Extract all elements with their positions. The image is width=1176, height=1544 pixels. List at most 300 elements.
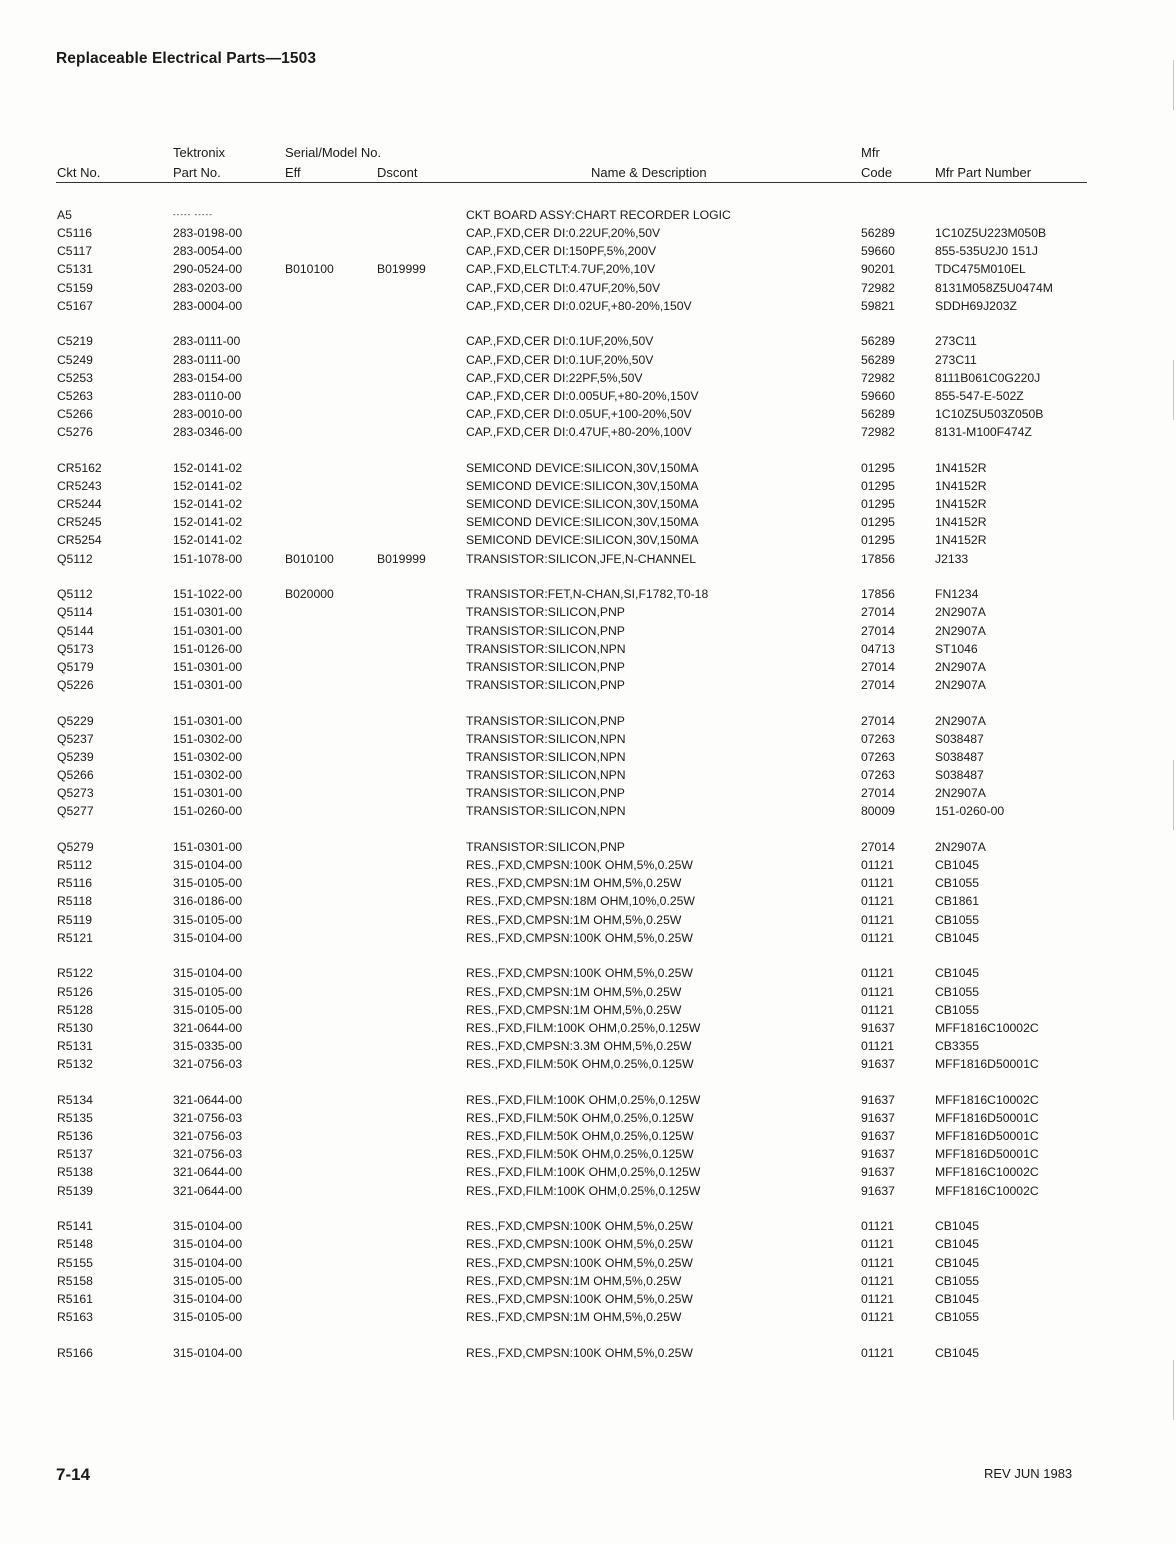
part-no: 152-0141-02 [173,533,243,548]
table-row [0,297,1176,315]
margin-mark [1173,360,1174,420]
part-no: 283-0054-00 [173,244,243,259]
table-row [0,585,1176,603]
table-row [0,838,1176,856]
ckt-no: Q5266 [57,768,94,783]
description: CAP.,FXD,CER DI:150PF,5%,200V [466,244,657,259]
ckt-no: R5134 [57,1092,93,1107]
mfr-part-number: 2N2907A [935,623,986,638]
header-mfr-part-number: Mfr Part Number [935,165,1032,180]
mfr-part-number: J2133 [935,551,969,566]
mfr-code: 01121 [861,1273,894,1288]
ckt-no: C5167 [57,298,93,313]
part-no: 151-1078-00 [173,551,243,566]
part-no: 152-0141-02 [173,515,243,530]
mfr-code: 27014 [861,659,895,674]
table-row [0,1001,1176,1019]
ckt-no: R5122 [57,966,93,981]
ckt-no: R5132 [57,1057,93,1072]
ckt-no: CR5243 [57,478,102,493]
description: RES.,FXD,FILM:100K OHM,0.25%,0.125W [466,1165,701,1180]
table-row [0,369,1176,387]
mfr-code: 91637 [861,1020,895,1035]
ckt-no: C5276 [57,425,93,440]
mfr-code: 59821 [861,298,895,313]
header-ckt-no: Ckt No. [57,165,101,180]
part-no: 283-0198-00 [173,226,243,241]
table-row [0,1272,1176,1290]
ckt-no: R5161 [57,1291,93,1306]
table-row [0,1254,1176,1272]
ckt-no: CR5254 [57,533,102,548]
mfr-part-number: MFF1816C10002C [935,1092,1039,1107]
table-row [0,1145,1176,1163]
mfr-code: 07263 [861,749,895,764]
mfr-code: 17856 [861,551,895,566]
description: RES.,FXD,CMPSN:1M OHM,5%,0.25W [466,1002,682,1017]
ckt-no: A5 [57,208,72,222]
table-row [0,911,1176,929]
mfr-code: 01295 [861,478,895,493]
description: RES.,FXD,CMPSN:1M OHM,5%,0.25W [466,1309,682,1324]
table-row [0,351,1176,369]
mfr-code: 01295 [861,533,895,548]
part-no: 321-0756-03 [173,1147,243,1162]
part-no: 321-0644-00 [173,1183,243,1198]
mfr-code: 91637 [861,1165,895,1180]
mfr-code: 72982 [861,425,895,440]
table-row [0,279,1176,297]
mfr-part-number: 151-0260-00 [935,804,1005,819]
mfr-code: 01121 [861,876,894,891]
ckt-no: R5166 [57,1345,93,1360]
description: RES.,FXD,FILM:50K OHM,0.25%,0.125W [466,1057,694,1072]
ckt-no: C5219 [57,334,93,349]
part-no: 315-0104-00 [173,1255,243,1270]
description: RES.,FXD,FILM:100K OHM,0.25%,0.125W [466,1020,701,1035]
table-row [0,332,1176,350]
mfr-part-number: CB1055 [935,984,980,999]
mfr-code: 72982 [861,370,895,385]
mfr-code: 01121 [861,984,894,999]
mfr-code: 01121 [861,930,894,945]
description: RES.,FXD,CMPSN:1M OHM,5%,0.25W [466,984,682,999]
table-row [0,640,1176,658]
table-row [0,658,1176,676]
mfr-part-number: CB1055 [935,876,980,891]
part-no: 283-0346-00 [173,425,243,440]
description: RES.,FXD,CMPSN:18M OHM,10%,0.25W [466,894,695,909]
mfr-part-number: 2N2907A [935,659,986,674]
part-no: 315-0105-00 [173,1273,243,1288]
header-name-description: Name & Description [591,165,707,180]
description: SEMICOND DEVICE:SILICON,30V,150MA [466,533,699,548]
description: TRANSISTOR:SILICON,PNP [466,840,625,854]
part-no: 315-0104-00 [173,966,243,981]
ckt-no: Q5179 [57,659,94,674]
part-no: 151-0302-00 [173,749,243,764]
header-eff: Eff [285,165,301,180]
header-dscont: Dscont [377,165,418,180]
mfr-code: 01121 [861,1039,894,1053]
part-no: 283-0111-00 [173,352,241,367]
part-no: 315-0104-00 [173,858,243,873]
description: CAP.,FXD,CER DI:0.005UF,+80-20%,150V [466,388,699,403]
table-row [0,1109,1176,1127]
part-no: 151-0301-00 [173,605,243,620]
mfr-part-number: 2N2907A [935,677,986,692]
mfr-part-number: CB1861 [935,894,980,909]
description: CAP.,FXD,CER DI:0.02UF,+80-20%,150V [466,298,692,313]
part-no: 315-0105-00 [173,912,243,927]
mfr-part-number: 1N4152R [935,515,987,530]
ckt-no: R5137 [57,1147,93,1162]
description: RES.,FXD,CMPSN:1M OHM,5%,0.25W [466,876,682,891]
description: TRANSISTOR:SILICON,PNP [466,713,625,728]
mfr-code: 91637 [861,1183,895,1198]
mfr-code: 27014 [861,605,895,620]
ckt-no: C5131 [57,262,93,277]
mfr-part-number: S038487 [935,768,984,783]
table-row [0,477,1176,495]
ckt-no: R5119 [57,912,93,927]
page-title: Replaceable Electrical Parts—1503 [56,50,317,67]
mfr-code: 91637 [861,1129,895,1144]
description: RES.,FXD,CMPSN:100K OHM,5%,0.25W [466,1237,693,1252]
mfr-code: 01121 [861,1237,894,1252]
ckt-no: R5139 [57,1183,93,1198]
serial-eff: B010100 [285,262,334,277]
ckt-no: Q5273 [57,786,94,801]
table-row [0,550,1176,568]
mfr-part-number: 8131-M100F474Z [935,425,1032,440]
description: RES.,FXD,CMPSN:100K OHM,5%,0.25W [466,858,693,873]
ckt-no: Q5237 [57,731,94,746]
ckt-no: C5249 [57,352,93,367]
part-no: 152-0141-02 [173,497,243,512]
mfr-code: 59660 [861,244,895,259]
ckt-no: Q5226 [57,677,94,692]
mfr-part-number: 1C10Z5U503Z050B [935,407,1044,421]
serial-dscont: B019999 [377,551,426,566]
mfr-part-number: CB1055 [935,1002,980,1017]
mfr-code: 27014 [861,786,895,801]
ckt-no: R5112 [57,858,93,873]
header-part-no: Part No. [173,165,221,180]
mfr-code: 01121 [861,1219,894,1234]
header-rule [56,182,1087,183]
table-row [0,676,1176,694]
description: TRANSISTOR:SILICON,NPN [466,641,626,656]
mfr-part-number: CB1045 [935,1255,980,1270]
part-no: 151-0302-00 [173,731,243,746]
part-no: 151-1022-00 [173,587,243,602]
mfr-part-number: S038487 [935,749,984,764]
description: TRANSISTOR:SILICON,PNP [466,605,625,620]
ckt-no: R5135 [57,1110,93,1125]
ckt-no: CR5162 [57,460,102,475]
table-row [0,784,1176,802]
mfr-part-number: CB1045 [935,966,980,981]
table-row [0,1127,1176,1145]
mfr-part-number: MFF1816C10002C [935,1165,1039,1180]
description: RES.,FXD,CMPSN:1M OHM,5%,0.25W [466,912,682,927]
part-no: 152-0141-02 [173,478,243,493]
ckt-no: C5159 [57,280,93,295]
description: RES.,FXD,CMPSN:100K OHM,5%,0.25W [466,930,693,945]
part-no: 283-0004-00 [173,298,243,313]
part-no: 321-0756-03 [173,1110,243,1125]
description: RES.,FXD,FILM:50K OHM,0.25%,0.125W [466,1147,694,1162]
ckt-no: Q5112 [57,551,93,566]
mfr-code: 01121 [861,1291,894,1306]
table-row [0,1019,1176,1037]
part-no: 151-0301-00 [173,713,243,728]
part-no: 315-0104-00 [173,1219,243,1234]
part-no: 151-0302-00 [173,768,243,783]
mfr-part-number: MFF1816C10002C [935,1183,1039,1198]
serial-eff: B010100 [285,551,334,566]
table-row [0,802,1176,820]
serial-eff: B020000 [285,587,334,602]
description: TRANSISTOR:SILICON,PNP [466,659,625,674]
ckt-no: R5141 [57,1219,93,1234]
mfr-code: 01121 [861,1345,894,1360]
mfr-code: 56289 [861,352,895,367]
description: CAP.,FXD,CER DI:22PF,5%,50V [466,370,643,385]
mfr-part-number: 1N4152R [935,478,987,493]
mfr-part-number: CB1045 [935,1291,980,1306]
part-no: 321-0756-03 [173,1129,243,1144]
description: RES.,FXD,FILM:100K OHM,0.25%,0.125W [466,1092,701,1107]
margin-mark [1173,1360,1174,1420]
description: RES.,FXD,CMPSN:100K OHM,5%,0.25W [466,1219,693,1234]
part-no: 283-0010-00 [173,407,243,421]
description: CAP.,FXD,CER DI:0.47UF,+80-20%,100V [466,425,692,440]
ckt-no: C5253 [57,370,93,385]
part-no: 315-0104-00 [173,1345,243,1360]
ckt-no: R5158 [57,1273,93,1288]
mfr-code: 17856 [861,587,895,602]
table-row [0,387,1176,405]
mfr-code: 01295 [861,497,895,512]
table-row [0,1163,1176,1181]
description: CAP.,FXD,CER DI:0.1UF,20%,50V [466,334,654,349]
mfr-part-number: 855-547-E-502Z [935,388,1024,403]
table-row [0,603,1176,621]
description: RES.,FXD,CMPSN:1M OHM,5%,0.25W [466,1273,682,1288]
table-row [0,983,1176,1001]
table-row [0,260,1176,278]
header-mfr: Mfr [861,145,880,160]
table-row [0,1217,1176,1235]
description: TRANSISTOR:SILICON,PNP [466,623,625,638]
mfr-code: 91637 [861,1110,895,1125]
mfr-code: 01295 [861,515,895,530]
mfr-code: 59660 [861,388,895,403]
part-no: 152-0141-02 [173,460,243,475]
table-row [0,712,1176,730]
ckt-no: C5117 [57,244,93,259]
ckt-no: CR5244 [57,497,102,512]
mfr-part-number: 2N2907A [935,786,986,801]
mfr-part-number: S038487 [935,731,984,746]
description: TRANSISTOR:SILICON,NPN [466,804,626,819]
mfr-part-number: FN1234 [935,587,979,602]
ckt-no: C5116 [57,226,93,241]
mfr-code: 01121 [861,912,894,927]
description: RES.,FXD,CMPSN:100K OHM,5%,0.25W [466,966,693,981]
mfr-part-number: 8131M058Z5U0474M [935,280,1053,295]
mfr-part-number: MFF1816D50001C [935,1057,1039,1072]
table-row [0,730,1176,748]
table-row [0,206,1176,224]
part-no: 315-0105-00 [173,1002,243,1017]
description: CAP.,FXD,CER DI:0.1UF,20%,50V [466,352,654,367]
description: RES.,FXD,CMPSN:100K OHM,5%,0.25W [466,1255,693,1270]
mfr-code: 04713 [861,641,895,656]
ckt-no: R5155 [57,1255,93,1270]
ckt-no: C5266 [57,407,93,421]
mfr-part-number: 8111B061C0G220J [935,370,1041,385]
mfr-part-number: 1N4152R [935,497,987,512]
part-no: 283-0111-00 [173,334,241,349]
table-row [0,622,1176,640]
mfr-part-number: TDC475M010EL [935,262,1026,277]
part-no: 315-0104-00 [173,930,243,945]
mfr-code: 91637 [861,1092,895,1107]
part-no: 151-0301-00 [173,677,243,692]
table-row [0,1344,1176,1362]
mfr-part-number: CB1045 [935,858,980,873]
mfr-code: 27014 [861,623,895,638]
table-row [0,964,1176,982]
ckt-no: R5121 [57,930,93,945]
mfr-part-number: CB1055 [935,1309,980,1324]
ckt-no: Q5114 [57,605,93,620]
mfr-part-number: CB3355 [935,1039,980,1053]
ckt-no: Q5229 [57,713,94,728]
description: CAP.,FXD,CER DI:0.05UF,+100-20%,50V [466,407,692,421]
mfr-part-number: CB1045 [935,1237,980,1252]
part-no: 151-0301-00 [173,623,243,638]
ckt-no: Q5239 [57,749,94,764]
mfr-code: 27014 [861,713,895,728]
mfr-code: 56289 [861,334,895,349]
ckt-no: R5118 [57,894,93,909]
part-no: 315-0105-00 [173,876,243,891]
mfr-code: 72982 [861,280,895,295]
mfr-code: 91637 [861,1057,895,1072]
header-serial-model: Serial/Model No. [285,145,382,160]
ckt-no: Q5277 [57,804,94,819]
mfr-code: 01121 [861,894,894,909]
mfr-part-number: 2N2907A [935,713,986,728]
part-no: 315-0335-00 [173,1039,243,1053]
part-no: 315-0105-00 [173,1309,243,1324]
description: SEMICOND DEVICE:SILICON,30V,150MA [466,497,699,512]
table-row [0,929,1176,947]
description: SEMICOND DEVICE:SILICON,30V,150MA [466,515,699,530]
part-no: 283-0110-00 [173,388,242,403]
part-no: 151-0301-00 [173,659,243,674]
mfr-part-number: CB1045 [935,930,980,945]
part-no: 315-0104-00 [173,1237,243,1252]
table-row [0,766,1176,784]
part-no: ----- ----- [173,210,213,219]
table-row [0,224,1176,242]
revision-date: REV JUN 1983 [984,1466,1073,1481]
table-row [0,1055,1176,1073]
mfr-part-number: CB1045 [935,1219,980,1234]
mfr-code: 07263 [861,768,895,783]
mfr-code: 27014 [861,840,895,854]
header-tektronix: Tektronix [173,145,226,160]
table-row [0,513,1176,531]
table-row [0,1091,1176,1109]
description: RES.,FXD,CMPSN:100K OHM,5%,0.25W [466,1345,693,1360]
mfr-code: 27014 [861,677,895,692]
mfr-part-number: 2N2907A [935,605,986,620]
part-no: 321-0644-00 [173,1020,243,1035]
ckt-no: R5163 [57,1309,93,1324]
ckt-no: C5263 [57,388,93,403]
page-number: 7-14 [56,1465,91,1484]
table-row [0,892,1176,910]
ckt-no: CR5245 [57,515,102,530]
description: SEMICOND DEVICE:SILICON,30V,150MA [466,478,699,493]
mfr-part-number: 1C10Z5U223M050B [935,226,1047,241]
table-row [0,405,1176,423]
description: TRANSISTOR:SILICON,JFE,N-CHANNEL [466,551,697,566]
mfr-part-number: 855-535U2J0 151J [935,244,1038,259]
description: RES.,FXD,CMPSN:3.3M OHM,5%,0.25W [466,1039,692,1053]
mfr-code: 01295 [861,460,895,475]
ckt-no: R5138 [57,1165,93,1180]
table-row [0,459,1176,477]
ckt-no: R5148 [57,1237,93,1252]
part-no: 315-0105-00 [173,984,243,999]
mfr-part-number: MFF1816D50001C [935,1129,1039,1144]
mfr-part-number: 1N4152R [935,533,987,548]
description: TRANSISTOR:SILICON,NPN [466,768,626,783]
mfr-part-number: 2N2907A [935,840,986,854]
description: CAP.,FXD,ELCTLT:4.7UF,20%,10V [466,262,656,277]
ckt-no: R5130 [57,1020,93,1035]
mfr-part-number: CB1055 [935,1273,980,1288]
part-no: 321-0644-00 [173,1092,243,1107]
description: CAP.,FXD,CER DI:0.47UF,20%,50V [466,280,661,295]
margin-mark [1173,760,1174,830]
description: CAP.,FXD,CER DI:0.22UF,20%,50V [466,226,661,241]
table-row [0,1308,1176,1326]
ckt-no: Q5112 [57,587,93,602]
ckt-no: R5116 [57,876,93,891]
description: RES.,FXD,FILM:50K OHM,0.25%,0.125W [466,1129,694,1144]
part-no: 290-0524-00 [173,262,243,277]
table-row [0,531,1176,549]
part-no: 151-0301-00 [173,786,243,801]
mfr-part-number: MFF1816D50001C [935,1147,1039,1162]
description: RES.,FXD,FILM:50K OHM,0.25%,0.125W [466,1110,694,1125]
part-no: 151-0260-00 [173,804,243,819]
part-no: 316-0186-00 [173,894,243,909]
mfr-code: 07263 [861,731,895,746]
mfr-code: 91637 [861,1147,895,1162]
part-no: 283-0203-00 [173,280,243,295]
mfr-code: 56289 [861,226,895,241]
part-no: 151-0126-00 [173,641,243,656]
